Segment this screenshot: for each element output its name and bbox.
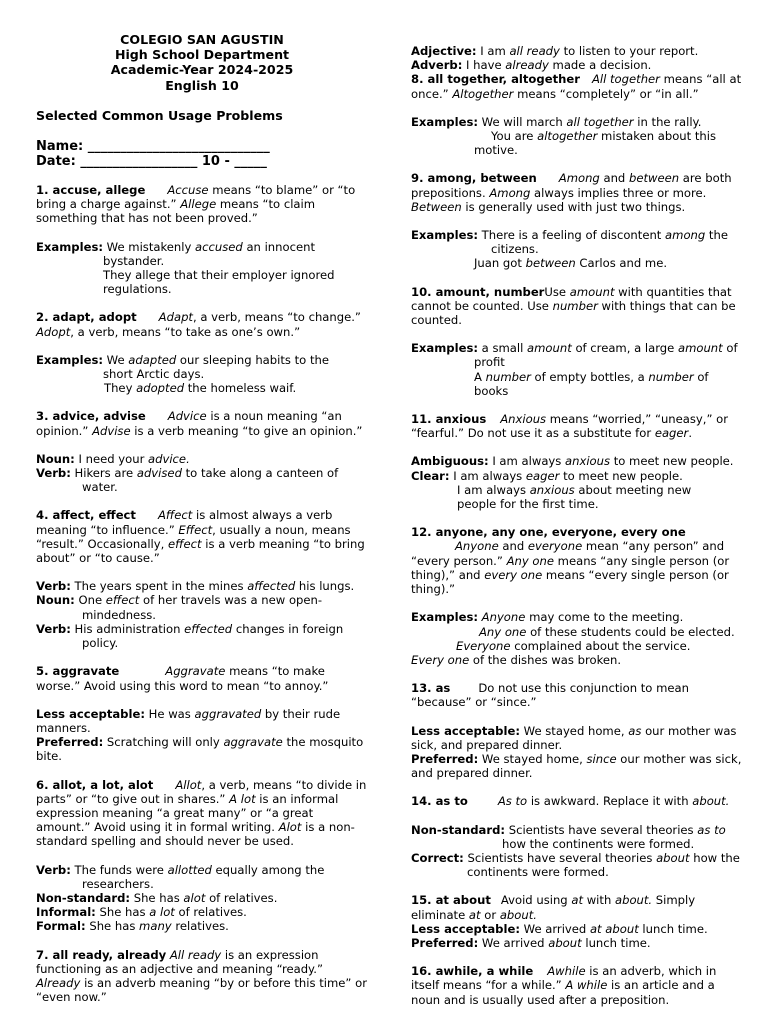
examples-label: Examples: (36, 239, 103, 254)
entry-16: 16. awhile, a while Awhile is an adverb, which in itself means “for a while.” A while is an article and a noun and is usually used after a preposition. (411, 964, 717, 1007)
examples-label: Examples: (411, 228, 478, 243)
examples-label: Examples: (411, 610, 478, 625)
entry-12: 12. anyone, any one, everyone, every one Anyone and everyone mean “any person” and “every person.” Any one means “any single person (or thing),” and every one means “every single person (or thing).” Examples: Anyone may come to the meeting. Any one of these students could be elected. Everyone complained about the service. Every one of the dishes was broken. (411, 525, 735, 667)
entry-7-continued: Adjective: I am all ready to listen to your report. Adverb: I have already made a decision. (411, 44, 699, 73)
entry-3: 3. advice, advise Advice is a noun meaning “an opinion.” Advise is a verb meaning “to give an opinion.” Noun: I need your advice. Verb: Hikers are advised to take along a canteen of water. (36, 409, 363, 495)
document-header (36, 32, 368, 93)
department-name: High School Department (114, 47, 290, 63)
entry-heading: 14. as to (411, 794, 468, 809)
subject-name: English 10 (165, 77, 239, 93)
entry-heading: 1. accuse, allege (36, 183, 146, 198)
school-name: COLEGIO SAN AGUSTIN (120, 32, 284, 47)
entry-5: 5. aggravate Aggravate means “to make worse.” Avoid using this word to mean “to annoy.” Less acceptable: He was aggravated by their rude manners. Preferred: Scratching will only aggravate the mosquito bite. (36, 664, 364, 764)
examples-label: Examples: (36, 352, 103, 367)
entry-heading: 13. as (411, 681, 451, 696)
entry-13: 13. as Do not use this conjunction to mean “because” or “since.” Less acceptable: We stayed home, as our mother was sick, and prepared dinner. Preferred: We stayed home, since our mother was sick, and prepared dinner. (411, 681, 742, 781)
entry-heading: 2. adapt, adopt (36, 310, 137, 325)
entry-heading: 7. all ready, already (36, 947, 167, 962)
entry-2: 2. adapt, adopt Adapt, a verb, means “to change.” Adopt, a verb, means “to take as one’s own.” Examples: We adapted our sleeping habits to the short Arctic days. They adopted the homeless waif. (36, 310, 361, 396)
entry-heading: 8. all together, altogether (411, 72, 580, 87)
entry-heading: 3. advice, advise (36, 409, 146, 424)
name-line: Name: ____________________________ (36, 139, 270, 155)
entry-8: 8. all together, altogether All together means “all at once.” Altogether means “completely” or “in all.” Examples: We will march all together in the rally. You are altogether mistaken about this motive. (411, 72, 742, 158)
entry-11: 11. anxious Anxious means “worried,” “uneasy,” or “fearful.” Do not use it as a substitute for eager. Ambiguous: I am always anxious to meet new people. Clear: I am always eager to meet new people. I am always anxious about meeting new people for the first time. (411, 412, 734, 512)
entry-heading: 15. at about (411, 893, 491, 908)
academic-year: Academic-Year 2024-2025 (110, 62, 294, 78)
section-title: Selected Common Usage Problems (36, 107, 283, 123)
entry-heading: 5. aggravate (36, 664, 120, 679)
date-line: Date: __________________ 10 - _____ (36, 154, 267, 170)
entry-heading: 10. amount, number (411, 284, 545, 299)
entry-heading: 6. allot, a lot, alot (36, 777, 154, 792)
entry-6: 6. allot, a lot, alot Allot, a verb, means “to divide in parts” or “to give out in shares.” A lot is an informal expression meaning “a great many” or “a great amount.” Avoid using it in formal writing. Alot is a non-standard spelling and should never be used. Verb: The funds were allotted equally among the researchers. Non-standard: She has alot of relatives. Informal: She has a lot of relatives. Formal: She has many relatives. (36, 777, 367, 934)
entry-7: 7. all ready, already All ready is an expression functioning as an adjective and meaning “ready.” Already is an adverb meaning “by or before this time” or “even now.” (36, 947, 367, 1005)
examples-label: Examples: (411, 341, 478, 356)
entry-heading: 9. among, between (411, 171, 537, 186)
entry-9: 9. among, between Among and between are both prepositions. Among always implies three or more. Between is generally used with just two things. Examples: There is a feeling of discontent among the citizens. Juan got between Carlos and me. (411, 171, 732, 271)
entry-heading: 16. awhile, a while (411, 964, 534, 979)
entry-heading: 12. anyone, any one, everyone, every one (411, 525, 686, 540)
entry-15: 15. at about Avoid using at with about. Simply eliminate at or about. Less acceptable: We arrived at about lunch time. Preferred: We arrived about lunch time. (411, 893, 708, 950)
entry-4: 4. affect, effect Affect is almost always a verb meaning “to influence.” Effect, usually a noun, means “result.” Occasionally, effect is a verb meaning “to bring about” or “to cause.” Verb: The years spent in the mines affected his lungs. Noun: One effect of her travels was a new open- mindedness. Verb: His administration effected changes in foreign policy. (36, 508, 365, 651)
entry-heading: 11. anxious (411, 412, 487, 427)
entry-1: 1. accuse, allege Accuse means “to blame” or “to bring a charge against.” Allege means “to claim something that has not been proved.” Examples: We mistakenly accused an innocent bystander. They allege that their employer ignored regulations. (36, 183, 356, 297)
right-column (411, 44, 743, 1007)
entry-10: 10. amount, numberUse amount with quantities that cannot be counted. Use number with things that can be counted. Examples: a small amount of cream, a large amount of profit A number of empty bottles, a number of books (411, 284, 738, 398)
entry-heading: 4. affect, effect (36, 508, 136, 523)
left-column (36, 32, 368, 1004)
examples-label: Examples: (411, 114, 478, 129)
entry-14: 14. as to As to is awkward. Replace it with about. Non-standard: Scientists have several theories as to how the continents were formed. Correct: Scientists have several theories about how the continents were formed. (411, 794, 740, 880)
